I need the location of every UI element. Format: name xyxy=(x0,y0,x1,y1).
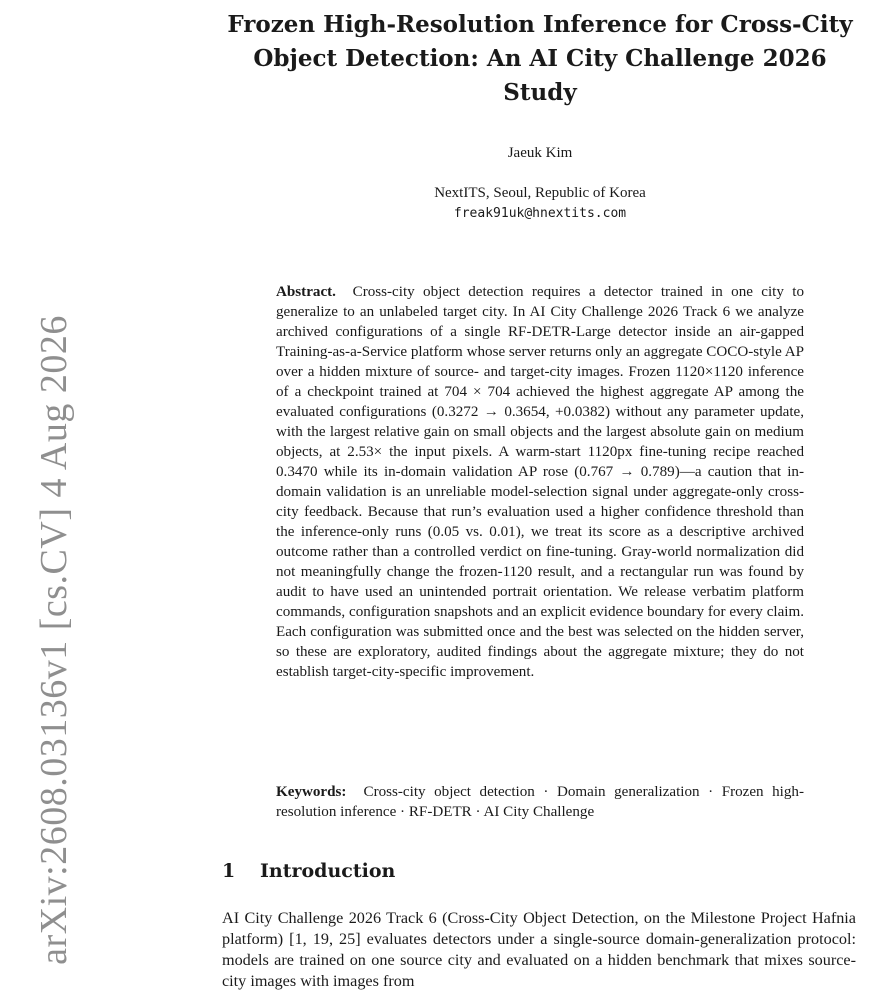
section-heading-introduction xyxy=(222,860,395,882)
abstract-block xyxy=(276,282,804,682)
author-affiliation: NextITS, Seoul, Republic of Korea xyxy=(434,185,646,201)
abstract-label: Abstract. xyxy=(276,284,336,300)
section-title: Introduction xyxy=(260,860,396,882)
keywords-label: Keywords: xyxy=(276,784,347,800)
section-number: 1 xyxy=(222,860,236,882)
keywords-block xyxy=(276,782,804,822)
introduction-paragraph: AI City Challenge 2026 Track 6 (Cross-City Object Detection, on the Milestone Project Hafnia platform) [1, 19, 25] evaluates detectors under a single-source domain-generalization protocol: models are trained on one source city and evaluated on a hidden benchmark that mixes source-city images with images from xyxy=(222,909,856,990)
arxiv-identifier-stamp: arXiv:2608.03136v1 [cs.CV] 4 Aug 2026 xyxy=(33,315,75,965)
author-email: freak91uk@hnextits.com xyxy=(453,206,627,221)
author-name: Jaeuk Kim xyxy=(507,145,573,161)
keywords-text: Cross-city object detection · Domain generalization · Frozen high-resolution inference · RF-DETR · AI City Challenge xyxy=(276,784,805,820)
paper-title: Frozen High-Resolution Inference for Cross-City Object Detection: An AI City Challenge 2026 Study xyxy=(227,11,853,106)
abstract-text: Cross-city object detection requires a detector trained in one city to generalize to an unlabeled target city. In AI City Challenge 2026 Track 6 we analyze archived configurations of a single RF-DETR-Large detector inside an air-gapped Training-as-a-Service platform whose server returns only an aggregate COCO-style AP over a hidden mixture of source- and target-city images. Frozen 1120×1120 inference of a checkpoint trained at 704 × 704 achieved the highest aggregate AP among the evaluated configurations (0.3272 → 0.3654, +0.0382) without any parameter update, with the largest relative gain on small objects and the largest absolute gain on medium objects, at 2.53× the input pixels. A warm-start 1120px fine-tuning recipe reached 0.3470 while its in-domain validation AP rose (0.767 → 0.789)—a caution that in-domain validation is an unreliable model-selection signal under aggregate-only cross-city feedback. Because that run’s evaluation used a higher confidence threshold than the inference-only runs (0.05 vs. 0.01), we treat its score as a descriptive archived outcome rather than a controlled verdict on fine-tuning. Gray-world normalization did not meaningfully change the frozen-1120 result, and a rectangular run was found by audit to have used an unintended portrait orientation. We release verbatim platform commands, configuration snapshots and an explicit evidence boundary for every claim. Each configuration was submitted once and the best was selected on the hidden server, so these are exploratory, audited findings about the aggregate mixture; they do not establish target-city-specific improvement. xyxy=(276,284,805,680)
